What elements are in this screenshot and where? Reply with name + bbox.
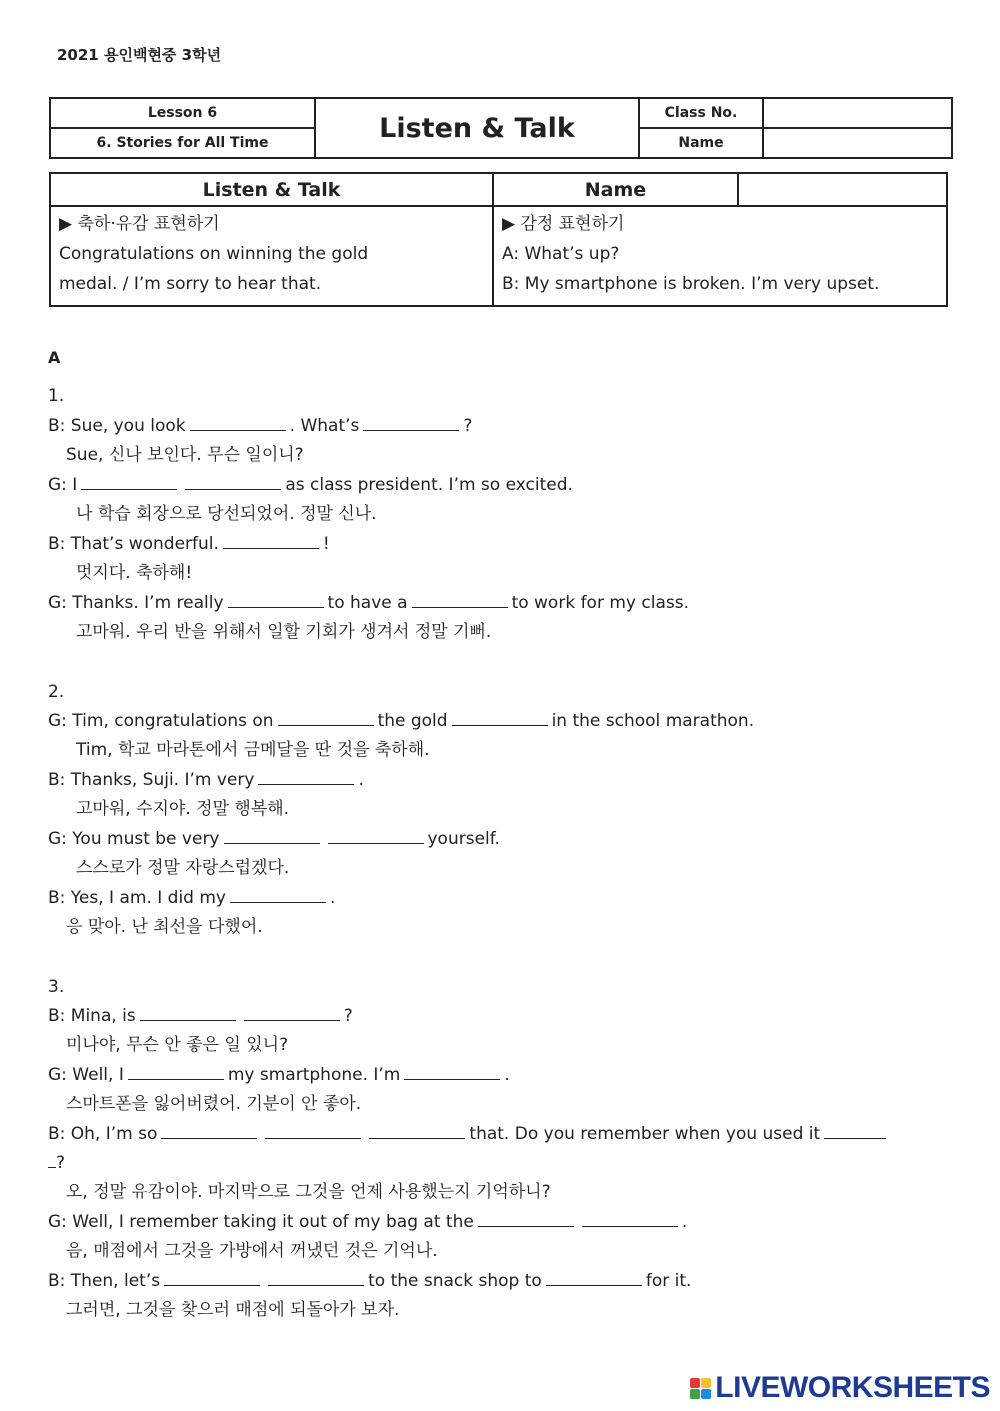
dialogue-line: B: Sue, you look . What’s ?: [48, 416, 473, 436]
korean-translation: 고마워, 수지야. 정말 행복해.: [76, 799, 290, 819]
summary-header-listen-talk: Listen & Talk: [50, 173, 493, 206]
korean-translation: Tim, 학교 마라톤에서 금메달을 딴 것을 축하해.: [76, 740, 430, 760]
dialogue-line: B: Mina, is ?: [48, 1006, 353, 1026]
summary-right-line: B: My smartphone is broken. I’m very upset.: [502, 274, 880, 294]
answer-blank[interactable]: [190, 415, 286, 431]
korean-translation: 고마워. 우리 반을 위해서 일할 기회가 생겨서 정말 기뻐.: [76, 622, 492, 642]
answer-blank[interactable]: [546, 1270, 642, 1286]
summary-name-field[interactable]: [738, 173, 947, 206]
korean-translation: 응 맞아. 난 최선을 다했어.: [66, 917, 263, 937]
question-number: 2.: [48, 682, 65, 702]
liveworksheets-logo-text: LIVEWORKSHEETS: [715, 1371, 990, 1404]
dialogue-line-continuation: ?: [48, 1151, 65, 1175]
answer-blank[interactable]: [258, 769, 354, 785]
answer-blank[interactable]: [452, 710, 548, 726]
answer-blank[interactable]: [230, 887, 326, 903]
school-grade-line: 2021 용인백현중 3학년: [57, 46, 222, 64]
dialogue-line: B: Then, let’s to the snack shop to for it.: [48, 1271, 692, 1291]
answer-blank[interactable]: [412, 592, 508, 608]
lesson-title: 6. Stories for All Time: [50, 128, 315, 158]
answer-blank[interactable]: [164, 1270, 260, 1286]
answer-blank[interactable]: [185, 474, 281, 490]
answer-blank[interactable]: [48, 1152, 56, 1168]
name-field[interactable]: [763, 128, 952, 158]
summary-right-line: A: What’s up?: [502, 244, 620, 264]
dialogue-line: G: I as class president. I’m so excited.: [48, 475, 573, 495]
answer-blank[interactable]: [582, 1211, 678, 1227]
name-label: Name: [639, 128, 763, 158]
answer-blank[interactable]: [81, 474, 177, 490]
dialogue-line: G: Tim, congratulations on the gold in the school marathon.: [48, 711, 755, 731]
worksheet-title: Listen & Talk: [315, 98, 639, 158]
class-no-field[interactable]: [763, 98, 952, 128]
summary-right-heading: ▶ 감정 표현하기: [502, 214, 625, 234]
answer-blank[interactable]: [369, 1123, 465, 1139]
korean-translation: 나 학습 회장으로 당선되었어. 정말 신나.: [76, 504, 377, 524]
class-no-label: Class No.: [639, 98, 763, 128]
dialogue-line: G: Thanks. I’m really to have a to work for my class.: [48, 593, 689, 613]
dialogue-line: G: Well, I my smartphone. I’m .: [48, 1065, 510, 1085]
answer-blank[interactable]: [404, 1064, 500, 1080]
dialogue-line: B: That’s wonderful. !: [48, 534, 330, 554]
summary-left-heading: ▶ 축하·유감 표현하기: [59, 214, 220, 234]
summary-left-line: Congratulations on winning the gold: [59, 244, 369, 264]
answer-blank[interactable]: [265, 1123, 361, 1139]
dialogue-line: G: You must be very yourself.: [48, 829, 500, 849]
answer-blank[interactable]: [244, 1005, 340, 1021]
answer-blank[interactable]: [328, 828, 424, 844]
summary-left-line: medal. / I’m sorry to hear that.: [59, 274, 322, 294]
answer-blank[interactable]: [223, 533, 319, 549]
answer-blank[interactable]: [268, 1270, 364, 1286]
korean-translation: 멋지다. 축하해!: [76, 563, 193, 583]
korean-translation: 그러면, 그것을 찾으러 매점에 되돌아가 보자.: [66, 1300, 400, 1320]
korean-translation: 음, 매점에서 그것을 가방에서 꺼냈던 것은 기억나.: [66, 1241, 438, 1261]
section-label: A: [48, 348, 61, 367]
answer-blank[interactable]: [278, 710, 374, 726]
dialogue-line: B: Thanks, Suji. I’m very .: [48, 770, 364, 790]
answer-blank[interactable]: [224, 828, 320, 844]
summary-header-name: Name: [493, 173, 738, 206]
dialogue-line: B: Yes, I am. I did my .: [48, 888, 336, 908]
answer-blank[interactable]: [128, 1064, 224, 1080]
summary-left-cell: [50, 206, 493, 306]
lesson-info-table: [49, 97, 953, 159]
answer-blank[interactable]: [140, 1005, 236, 1021]
korean-translation: 스마트폰을 잃어버렸어. 기분이 안 좋아.: [66, 1094, 362, 1114]
answer-blank[interactable]: [478, 1211, 574, 1227]
question-number: 3.: [48, 977, 65, 997]
liveworksheets-logo-icon: [690, 1378, 711, 1399]
lesson-number: Lesson 6: [50, 98, 315, 128]
expression-summary-table: [49, 172, 948, 307]
answer-blank[interactable]: [161, 1123, 257, 1139]
liveworksheets-logo: [690, 1371, 990, 1405]
dialogue-line: B: Oh, I’m so that. Do you remember when you used it: [48, 1122, 890, 1146]
answer-blank[interactable]: [824, 1123, 886, 1139]
korean-translation: Sue, 신나 보인다. 무슨 일이니?: [66, 445, 304, 465]
korean-translation: 오, 정말 유감이야. 마지막으로 그것을 언제 사용했는지 기억하니?: [66, 1182, 551, 1202]
answer-blank[interactable]: [363, 415, 459, 431]
korean-translation: 미나야, 무슨 안 좋은 일 있니?: [66, 1035, 289, 1055]
summary-right-cell: [493, 206, 947, 306]
dialogue-line: G: Well, I remember taking it out of my bag at the .: [48, 1212, 688, 1232]
question-number: 1.: [48, 386, 65, 406]
answer-blank[interactable]: [228, 592, 324, 608]
korean-translation: 스스로가 정말 자랑스럽겠다.: [76, 858, 290, 878]
